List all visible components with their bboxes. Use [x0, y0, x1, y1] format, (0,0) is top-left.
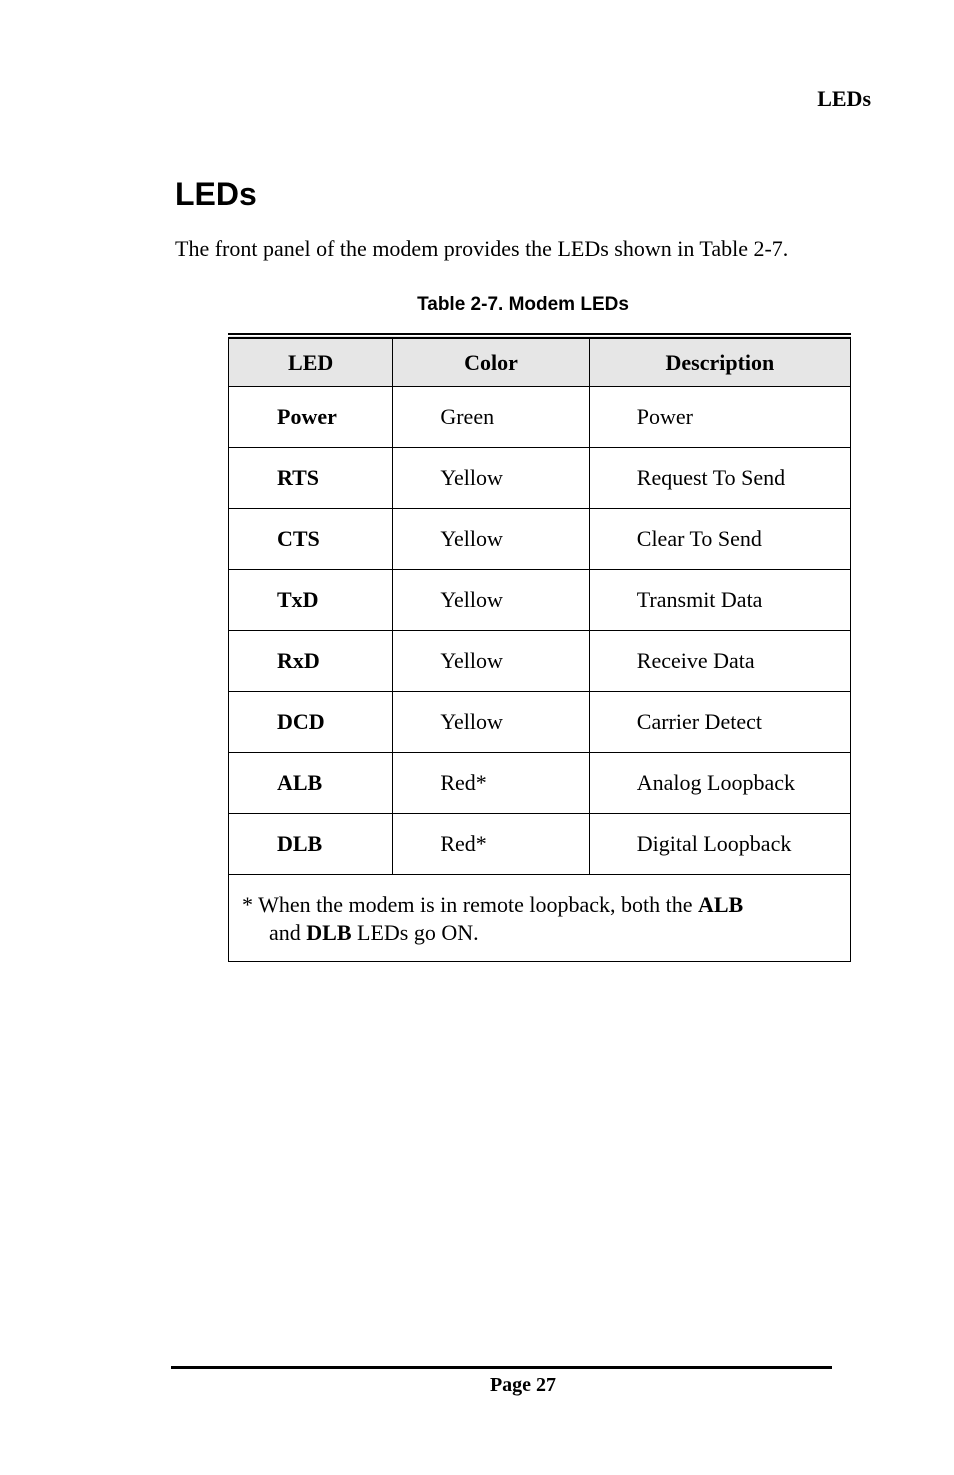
table-row — [229, 814, 851, 875]
footer-rule — [171, 1366, 832, 1369]
led-color-cell: Yellow — [393, 509, 589, 570]
footnote-alb: ALB — [698, 892, 744, 917]
led-name-cell: Power — [229, 387, 393, 448]
led-color-cell: Yellow — [393, 692, 589, 753]
table-row — [229, 692, 851, 753]
table-footnote-row — [229, 875, 851, 962]
led-description-cell: Carrier Detect — [589, 692, 850, 753]
table-row — [229, 570, 851, 631]
table-row — [229, 631, 851, 692]
led-name-cell: CTS — [229, 509, 393, 570]
led-color-cell: Green — [393, 387, 589, 448]
led-name-cell: RxD — [229, 631, 393, 692]
table-caption: Table 2-7. Modem LEDs — [417, 294, 629, 315]
led-description-cell: Power — [589, 387, 850, 448]
intro-paragraph: The front panel of the modem provides the LEDs shown in Table 2-7. — [175, 236, 789, 261]
led-name-cell: DCD — [229, 692, 393, 753]
led-description-cell: Receive Data — [589, 631, 850, 692]
table-header-row — [229, 336, 851, 387]
table-row — [229, 509, 851, 570]
footnote-line-2 — [242, 919, 838, 947]
led-name-cell: ALB — [229, 753, 393, 814]
led-description-cell: Digital Loopback — [589, 814, 850, 875]
led-color-cell: Red* — [393, 814, 589, 875]
table-footnote — [229, 875, 851, 962]
header-color: Color — [393, 336, 589, 387]
led-description-cell: Clear To Send — [589, 509, 850, 570]
footnote-text: and — [269, 920, 307, 945]
section-title: LEDs — [175, 176, 257, 212]
table-row — [229, 448, 851, 509]
footnote-text: LEDs go ON. — [351, 920, 479, 945]
led-color-cell: Red* — [393, 753, 589, 814]
footnote-dlb: DLB — [306, 920, 352, 945]
footnote-text: * When the modem is in remote loopback, both the — [242, 892, 698, 917]
running-head: LEDs — [817, 86, 871, 111]
led-color-cell: Yellow — [393, 631, 589, 692]
page-number: Page 27 — [489, 1374, 557, 1396]
header-description: Description — [589, 336, 850, 387]
led-description-cell: Analog Loopback — [589, 753, 850, 814]
led-description-cell: Request To Send — [589, 448, 850, 509]
led-name-cell: TxD — [229, 570, 393, 631]
header-led: LED — [229, 336, 393, 387]
led-table — [228, 333, 851, 962]
led-description-cell: Transmit Data — [589, 570, 850, 631]
table-row — [229, 387, 851, 448]
led-name-cell: DLB — [229, 814, 393, 875]
led-color-cell: Yellow — [393, 570, 589, 631]
led-name-cell: RTS — [229, 448, 393, 509]
led-color-cell: Yellow — [393, 448, 589, 509]
table-row — [229, 753, 851, 814]
